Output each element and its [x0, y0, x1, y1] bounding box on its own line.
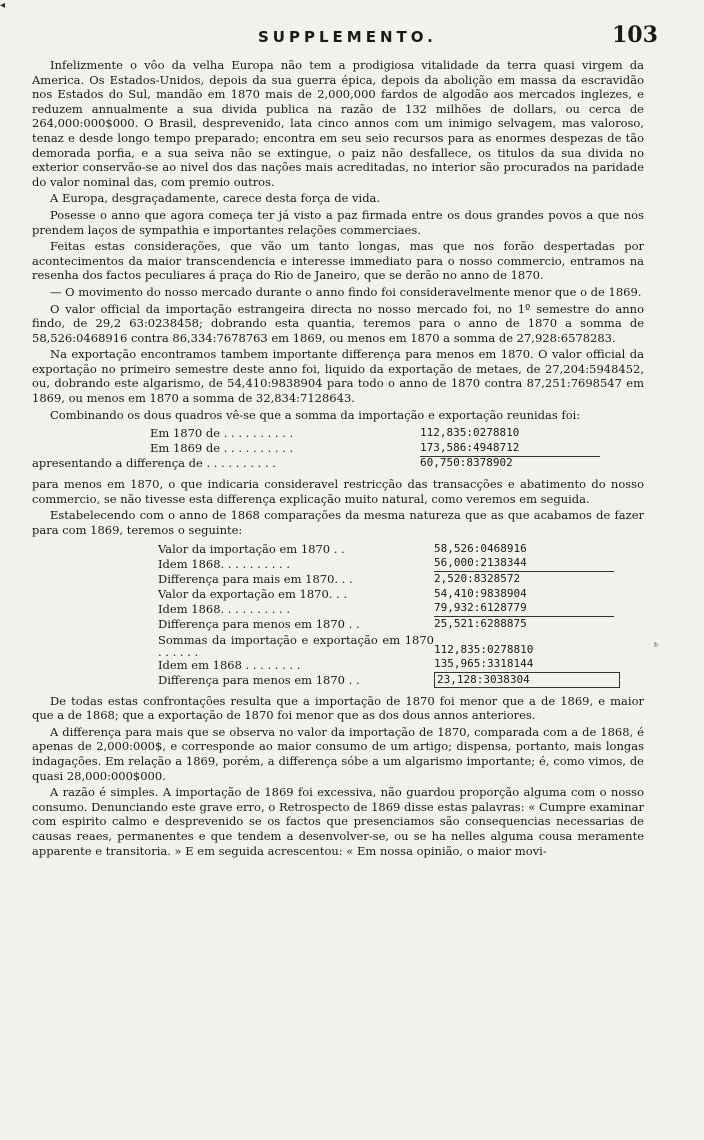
edge-mark: ◂ [0, 0, 6, 11]
row-label: Sommas da importação e exportação em 1870 . . . . . . [158, 633, 434, 658]
page-number: 103 [612, 22, 658, 48]
paragraph: Estabelecendo com o anno de 1868 comparações da mesma natureza que as que acabamos de fazer para com 1869, teremos o seguinte: [32, 508, 644, 538]
row-label: Valor da importação em 1870 . . [158, 541, 345, 556]
table-row [32, 602, 644, 617]
paragraph: Na exportação encontramos tambem importante differença para menos em 1870. O valor official da exportação no primeiro semestre deste anno foi, liquido da exportação de metaes, de 27,204:5948452, ou, dobrando este algarismo, de 54,410:9838904 para todo o anno de 1870 contra 87,251:7698547 em 1869, ou menos em 1870 a somma de 32,834:7128643. [32, 347, 644, 406]
table-row [32, 572, 644, 587]
row-label: apresentando a differença de . . . . . . . . . . [32, 456, 276, 471]
row-value: 2,520:8328572 [434, 571, 521, 585]
table-row [32, 617, 644, 632]
row-value: 173,586:4948712 [420, 441, 600, 457]
row-label: Valor da exportação em 1870. . . [158, 586, 348, 601]
paragraph: De todas estas confrontações resulta que a importação de 1870 foi menor que a de 1869, e maior que a de 1868; que a exportação de 1870 foi menor que as dos dous annos anteriores. [32, 693, 644, 723]
paragraph: para menos em 1870, o que indicaria consideravel restricção das transacções e abatimento do nosso commercio, se não tivesse esta differença explicação muito natural, como veremos em seguida. [32, 477, 644, 506]
paragraph: Combinando os dous quadros vê-se que a somma da importação e exportação reunidas foi: [50, 407, 581, 422]
marginal-mark: ᵇ [654, 642, 658, 653]
table-row [32, 557, 644, 572]
totals-table [32, 426, 644, 471]
paragraph: A differença para mais que se observa no valor da importação de 1870, comparada com a de 1868, é apenas de 2,000:000$, e corresponde ao maior consumo de um artigo; dispensa, portanto, mais longas indagações. Em relação a 1869, porém, a differença sóbe a um algarismo importante; é, como vimos, de quasi 28,000:000$000. [32, 724, 644, 783]
row-value: 79,932:6128779 [434, 601, 614, 617]
row-label: Em 1869 de . . . . . . . . . . [150, 441, 294, 456]
row-value: 135,965:3318144 [434, 657, 614, 673]
paragraph: Posesse o anno que agora começa ter já visto a paz firmada entre os dous grandes povos a que nos prendem laços de sympathia e importantes relações commerciaes. [32, 207, 644, 237]
page-header [0, 22, 704, 52]
paragraph: — O movimento do nosso mercado durante o anno findo foi consideravelmente menor que o de 1869. [50, 284, 642, 299]
row-value: 58,526:0468916 [434, 541, 527, 555]
row-label: Idem em 1868 . . . . . . . . [158, 657, 301, 672]
table-row [32, 441, 644, 456]
row-label: Differença para mais em 1870. . . [158, 571, 353, 586]
table-row [32, 658, 644, 673]
table-row [32, 542, 644, 557]
paragraph: Feitas estas considerações, que vão um tanto longas, mas que nos forão despertadas por acontecimentos da maior transcendencia e interesse immediato para o nosso commercio, entramos na resenha dos factos peculiares á praça do Rio de Janeiro, que se derão no anno de 1870. [32, 239, 644, 283]
row-value: 25,521:6288875 [434, 616, 527, 630]
row-value: 23,128:3038304 [434, 672, 620, 689]
row-label: Idem 1868. . . . . . . . . . [158, 601, 290, 616]
row-value: 54,410:9838904 [434, 586, 527, 600]
row-value: 56,000:2138344 [434, 556, 614, 572]
row-label: Differença para menos em 1870 . . [158, 616, 360, 631]
paragraph: O valor official da importação estrangeira directa no nosso mercado foi, no 1º semestre do anno findo, de 29,2 63:0238458; dobrando esta quantia, teremos para o anno de 1870 a somma de 58,526:0468916 contra 86,334:7678763 em 1869, ou menos em 1870 a somma de 27,928:6578283. [32, 301, 644, 345]
comparison-table [32, 542, 644, 688]
table-row [32, 632, 644, 658]
table-row [32, 456, 644, 471]
paragraph: A razão é simples. A importação de 1869 foi excessiva, não guardou proporção alguma com o nosso consumo. Denunciando este grave erro, o Retrospecto de 1869 disse estas palavras: « Cumpre examinar com espirito calmo e desprevenido se os factos que presenciamos são consequencias necessarias de causas reaes, permanentes e que tendem a desenvolver-se, ou se ha nelles alguma cousa meramente apparente e transitoria. » E em seguida acrescentou: « Em nossa opinião, o maior movi- [32, 785, 644, 858]
paragraph: A Europa, desgraçadamente, carece desta força de vida. [50, 191, 381, 206]
row-label: Idem 1868. . . . . . . . . . [158, 556, 290, 571]
row-value: 112,835:0278810 [420, 426, 520, 440]
row-value: 112,835:0278810 [434, 643, 534, 657]
row-label: Differença para menos em 1870 . . [158, 672, 360, 687]
row-label: Em 1870 de . . . . . . . . . . [150, 426, 294, 441]
article-body [32, 58, 644, 860]
paragraph: Infelizmente o vôo da velha Europa não tem a prodigiosa vitalidade da terra quasi virgem da America. Os Estados-Unidos, depois da sua guerra épica, depois da abolição em massa da escravidão nos Estados do Sul, mandão em 1870 mais de 2,000,000 fardos de algodão aos mercados inglezes, e reduzem annualmente a sua divida publica na razão de 132 milhões de dollars, ou cerca de 264,000:000$000. O Brasil, desprevenido, lata cinco annos com um inimigo selvagem, mas valoroso, tenaz e desde longo tempo preparado; encontra em seu seio recursos para as enormes despezas de tão demorada porfia, e a sua seiva não se extingue, o paiz não desfallece, os titulos da sua divida no exterior conservão-se ao nivel dos das nações mais acreditadas, no interior são procurados na paridade do valor nominal das, com premio outros. [32, 58, 644, 189]
row-value: 60,750:8378902 [420, 456, 513, 470]
table-row [32, 673, 644, 688]
running-title: SUPPLEMENTO. [258, 28, 437, 46]
table-row [32, 426, 644, 441]
table-row [32, 587, 644, 602]
